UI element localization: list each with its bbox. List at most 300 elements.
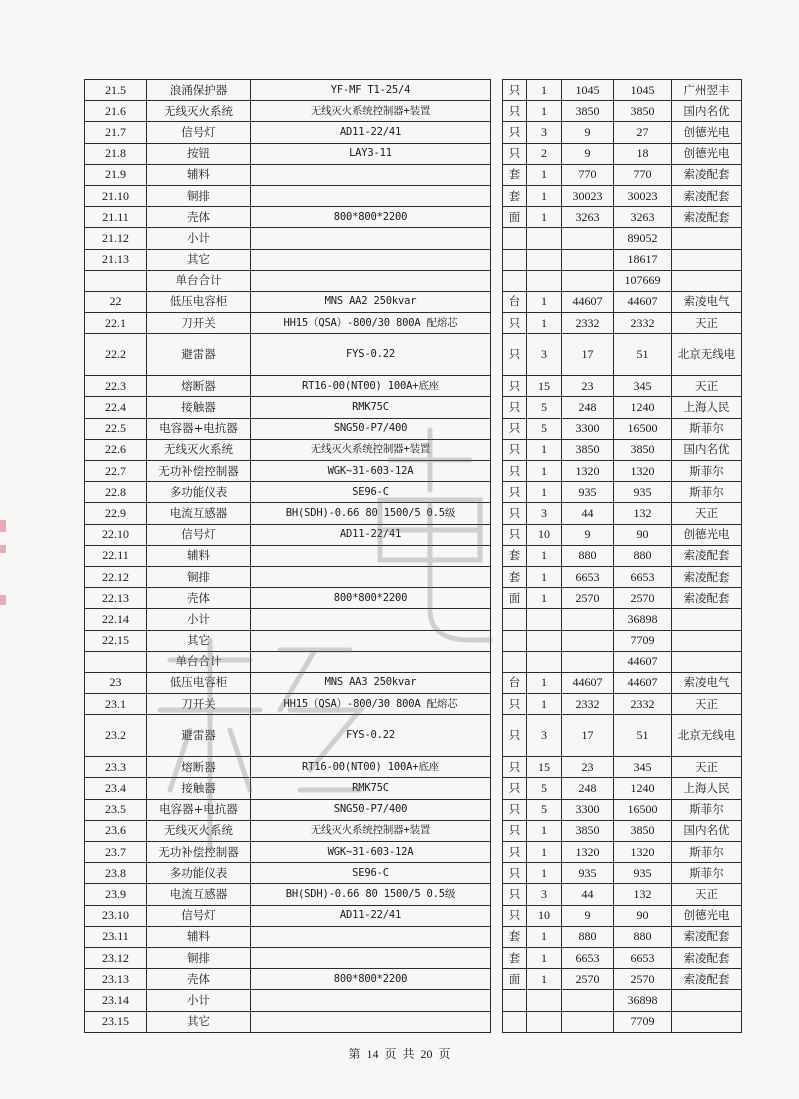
- cell-brand: 索凌配套: [672, 185, 742, 206]
- cell-spec: YF-MF T1-25/4: [251, 80, 491, 101]
- cell-total-price: 90: [614, 524, 672, 545]
- cell-unit-price: [562, 630, 614, 651]
- cell-gap: [491, 799, 503, 820]
- cell-spec: WGK~31-603-12A: [251, 842, 491, 863]
- cell-item-number: 23.10: [85, 905, 147, 926]
- cell-unit-price: 3850: [562, 439, 614, 460]
- cell-brand: 索凌配套: [672, 566, 742, 587]
- cell-brand: 天正: [672, 694, 742, 715]
- cell-unit: 只: [503, 757, 527, 778]
- table-row: [85, 101, 742, 122]
- footer-page-number: 14: [366, 1047, 379, 1061]
- cell-quantity: 1: [527, 291, 562, 312]
- cell-total-price: 1045: [614, 80, 672, 101]
- cell-spec: WGK~31-603-12A: [251, 461, 491, 482]
- cell-unit-price: [562, 249, 614, 270]
- cell-quantity: 1: [527, 588, 562, 609]
- cell-quantity: 5: [527, 418, 562, 439]
- cell-item-name: 无线灭火系统: [147, 101, 251, 122]
- cell-item-number: 22.8: [85, 482, 147, 503]
- cell-gap: [491, 715, 503, 757]
- cell-quantity: 5: [527, 799, 562, 820]
- cell-unit: 面: [503, 207, 527, 228]
- cell-unit: [503, 990, 527, 1011]
- table-row: [85, 313, 742, 334]
- table-row: [85, 270, 742, 291]
- cell-gap: [491, 143, 503, 164]
- cell-total-price: 27: [614, 122, 672, 143]
- cell-unit: 只: [503, 313, 527, 334]
- cell-quantity: 5: [527, 397, 562, 418]
- table-row: [85, 715, 742, 757]
- cell-total-price: 18617: [614, 249, 672, 270]
- cell-quantity: 1: [527, 482, 562, 503]
- cell-unit-price: [562, 1011, 614, 1032]
- cell-item-number: 22.12: [85, 566, 147, 587]
- cell-brand: 索凌配套: [672, 926, 742, 947]
- cell-brand: 上海人民: [672, 778, 742, 799]
- cell-total-price: 1240: [614, 397, 672, 418]
- cell-quantity: 3: [527, 334, 562, 376]
- cell-item-name: 铜排: [147, 947, 251, 968]
- cell-gap: [491, 418, 503, 439]
- cell-brand: 创德光电: [672, 905, 742, 926]
- table-row: [85, 778, 742, 799]
- cell-spec: 无线灭火系统控制器+装置: [251, 439, 491, 460]
- cell-total-price: 7709: [614, 630, 672, 651]
- cell-total-price: 880: [614, 926, 672, 947]
- cell-unit: 台: [503, 291, 527, 312]
- cell-item-number: 21.13: [85, 249, 147, 270]
- cell-brand: 索凌电气: [672, 672, 742, 693]
- cell-item-name: 铜排: [147, 566, 251, 587]
- cell-quantity: 2: [527, 143, 562, 164]
- cell-item-name: 浪涌保护器: [147, 80, 251, 101]
- cell-total-price: 51: [614, 334, 672, 376]
- cell-total-price: 44607: [614, 651, 672, 672]
- cell-spec: [251, 228, 491, 249]
- cell-unit: 只: [503, 482, 527, 503]
- cell-item-number: 22.15: [85, 630, 147, 651]
- cell-gap: [491, 122, 503, 143]
- cell-item-number: 22.6: [85, 439, 147, 460]
- cell-unit-price: 770: [562, 164, 614, 185]
- cell-spec: RMK75C: [251, 397, 491, 418]
- cell-gap: [491, 503, 503, 524]
- cell-unit: 套: [503, 947, 527, 968]
- table-row: [85, 164, 742, 185]
- cell-brand: 国内名优: [672, 101, 742, 122]
- cell-spec: SNG50-P7/400: [251, 418, 491, 439]
- table-row: [85, 588, 742, 609]
- cell-total-price: 3850: [614, 439, 672, 460]
- cell-unit-price: 9: [562, 143, 614, 164]
- table-row: [85, 185, 742, 206]
- cell-item-name: 避雷器: [147, 715, 251, 757]
- cell-spec: [251, 630, 491, 651]
- cell-quantity: 1: [527, 926, 562, 947]
- cell-brand: [672, 630, 742, 651]
- cell-item-name: 其它: [147, 630, 251, 651]
- cell-item-name: 壳体: [147, 588, 251, 609]
- table-row: [85, 249, 742, 270]
- cell-unit: [503, 270, 527, 291]
- cell-quantity: 3: [527, 122, 562, 143]
- cell-item-number: 22.13: [85, 588, 147, 609]
- cell-item-number: 22.9: [85, 503, 147, 524]
- cell-brand: 创德光电: [672, 143, 742, 164]
- cell-item-name: 电容器+电抗器: [147, 418, 251, 439]
- footer-total-pages: 20: [420, 1047, 433, 1061]
- cell-item-name: 避雷器: [147, 334, 251, 376]
- cell-item-number: 22.2: [85, 334, 147, 376]
- cell-brand: 国内名优: [672, 820, 742, 841]
- cell-item-name: 信号灯: [147, 122, 251, 143]
- table-row: [85, 122, 742, 143]
- cell-item-number: 22.3: [85, 376, 147, 397]
- cell-spec: FYS-0.22: [251, 334, 491, 376]
- cell-quantity: 1: [527, 566, 562, 587]
- cell-brand: 索凌配套: [672, 207, 742, 228]
- cell-total-price: 132: [614, 884, 672, 905]
- cell-item-number: 23.7: [85, 842, 147, 863]
- cell-gap: [491, 439, 503, 460]
- cell-unit-price: 44607: [562, 291, 614, 312]
- cell-quantity: 1: [527, 672, 562, 693]
- cell-item-number: [85, 270, 147, 291]
- cell-quantity: [527, 249, 562, 270]
- cell-gap: [491, 397, 503, 418]
- cell-item-number: 23.6: [85, 820, 147, 841]
- cell-item-name: 接触器: [147, 778, 251, 799]
- cell-gap: [491, 1011, 503, 1032]
- cell-gap: [491, 694, 503, 715]
- cell-unit-price: 30023: [562, 185, 614, 206]
- cell-brand: 斯菲尔: [672, 418, 742, 439]
- cell-unit: 只: [503, 820, 527, 841]
- cell-total-price: 6653: [614, 947, 672, 968]
- cell-gap: [491, 207, 503, 228]
- cell-unit: [503, 249, 527, 270]
- cell-gap: [491, 164, 503, 185]
- cell-quantity: 5: [527, 778, 562, 799]
- cell-quantity: 1: [527, 969, 562, 990]
- cell-item-number: 22.1: [85, 313, 147, 334]
- cell-item-name: 接触器: [147, 397, 251, 418]
- cell-item-number: 21.5: [85, 80, 147, 101]
- table-row: [85, 609, 742, 630]
- cell-item-name: 其它: [147, 1011, 251, 1032]
- cell-unit: 面: [503, 588, 527, 609]
- cell-unit-price: 3300: [562, 418, 614, 439]
- cell-quantity: 1: [527, 863, 562, 884]
- cell-unit-price: 935: [562, 482, 614, 503]
- cell-total-price: 16500: [614, 799, 672, 820]
- cell-quantity: [527, 630, 562, 651]
- cell-total-price: 1320: [614, 461, 672, 482]
- footer-suffix: 页: [438, 1047, 451, 1061]
- cell-total-price: 880: [614, 545, 672, 566]
- footer-prefix: 第: [348, 1047, 361, 1061]
- table-row: [85, 524, 742, 545]
- cell-spec: AD11-22/41: [251, 524, 491, 545]
- cell-gap: [491, 926, 503, 947]
- table-row: [85, 461, 742, 482]
- cell-item-number: 22.14: [85, 609, 147, 630]
- cell-quantity: 1: [527, 207, 562, 228]
- cell-gap: [491, 969, 503, 990]
- cell-quantity: 1: [527, 461, 562, 482]
- cell-spec: [251, 947, 491, 968]
- table-row: [85, 947, 742, 968]
- cell-item-name: 其它: [147, 249, 251, 270]
- cell-brand: [672, 990, 742, 1011]
- cell-brand: 索凌配套: [672, 545, 742, 566]
- cell-brand: [672, 1011, 742, 1032]
- edge-stain-mark: [0, 520, 6, 532]
- cell-item-name: 电容器+电抗器: [147, 799, 251, 820]
- table-row: [85, 694, 742, 715]
- cell-item-name: 小计: [147, 228, 251, 249]
- cell-item-name: 辅料: [147, 545, 251, 566]
- cell-item-number: 22: [85, 291, 147, 312]
- cell-item-number: 23.13: [85, 969, 147, 990]
- cell-unit: 只: [503, 503, 527, 524]
- cell-item-number: 21.6: [85, 101, 147, 122]
- cell-brand: [672, 651, 742, 672]
- cell-spec: MNS AA2 250kvar: [251, 291, 491, 312]
- cell-quantity: 15: [527, 376, 562, 397]
- cell-unit-price: [562, 228, 614, 249]
- cell-unit: 只: [503, 122, 527, 143]
- cell-brand: 天正: [672, 757, 742, 778]
- cell-spec: [251, 926, 491, 947]
- table-row: [85, 842, 742, 863]
- cell-gap: [491, 630, 503, 651]
- cell-total-price: 2332: [614, 313, 672, 334]
- cell-unit-price: 1045: [562, 80, 614, 101]
- cell-item-number: 21.12: [85, 228, 147, 249]
- cell-item-number: 21.11: [85, 207, 147, 228]
- table-row: [85, 651, 742, 672]
- cell-spec: 800*800*2200: [251, 969, 491, 990]
- cell-spec: [251, 566, 491, 587]
- footer-page-label: 页: [384, 1047, 397, 1061]
- cell-gap: [491, 884, 503, 905]
- cell-unit: 只: [503, 842, 527, 863]
- cell-item-number: 21.9: [85, 164, 147, 185]
- cell-quantity: 15: [527, 757, 562, 778]
- cell-total-price: 2332: [614, 694, 672, 715]
- cell-gap: [491, 228, 503, 249]
- cell-unit-price: 248: [562, 778, 614, 799]
- cell-total-price: 3850: [614, 101, 672, 122]
- cell-spec: [251, 270, 491, 291]
- cell-total-price: 770: [614, 164, 672, 185]
- cell-unit-price: 248: [562, 397, 614, 418]
- page-footer: [0, 1045, 799, 1062]
- cell-total-price: 1240: [614, 778, 672, 799]
- cell-total-price: 3850: [614, 820, 672, 841]
- cell-unit: 只: [503, 334, 527, 376]
- cell-total-price: 89052: [614, 228, 672, 249]
- table-row: [85, 820, 742, 841]
- table-row: [85, 334, 742, 376]
- cell-spec: [251, 1011, 491, 1032]
- cell-quantity: [527, 990, 562, 1011]
- cell-quantity: 1: [527, 313, 562, 334]
- cell-total-price: 6653: [614, 566, 672, 587]
- cell-unit-price: 17: [562, 334, 614, 376]
- cell-item-number: 23: [85, 672, 147, 693]
- cell-total-price: 935: [614, 482, 672, 503]
- cell-unit: 套: [503, 185, 527, 206]
- cell-brand: 北京无线电: [672, 715, 742, 757]
- cell-total-price: 345: [614, 757, 672, 778]
- cell-brand: 索凌配套: [672, 969, 742, 990]
- cell-item-name: 小计: [147, 990, 251, 1011]
- cell-gap: [491, 313, 503, 334]
- cell-total-price: 36898: [614, 990, 672, 1011]
- cell-unit-price: [562, 651, 614, 672]
- table-row: [85, 863, 742, 884]
- cell-item-number: 23.8: [85, 863, 147, 884]
- cell-unit: 套: [503, 926, 527, 947]
- cell-unit: 只: [503, 799, 527, 820]
- cell-item-number: 21.10: [85, 185, 147, 206]
- cell-item-name: 信号灯: [147, 524, 251, 545]
- cell-spec: 无线灭火系统控制器+装置: [251, 820, 491, 841]
- cell-quantity: 3: [527, 884, 562, 905]
- cell-brand: 广州翌丰: [672, 80, 742, 101]
- cell-total-price: 1320: [614, 842, 672, 863]
- cell-unit: 套: [503, 566, 527, 587]
- cell-total-price: 30023: [614, 185, 672, 206]
- cell-unit-price: 880: [562, 545, 614, 566]
- cell-item-number: 23.14: [85, 990, 147, 1011]
- table-row: [85, 439, 742, 460]
- cell-unit: [503, 609, 527, 630]
- table-row: [85, 990, 742, 1011]
- cell-total-price: 345: [614, 376, 672, 397]
- cell-gap: [491, 185, 503, 206]
- cell-gap: [491, 545, 503, 566]
- cell-brand: 北京无线电: [672, 334, 742, 376]
- cell-brand: 斯菲尔: [672, 482, 742, 503]
- cell-spec: [251, 185, 491, 206]
- cell-quantity: 1: [527, 80, 562, 101]
- cell-item-name: 熔断器: [147, 757, 251, 778]
- table-row: [85, 630, 742, 651]
- cell-quantity: 3: [527, 715, 562, 757]
- cell-spec: [251, 249, 491, 270]
- cell-quantity: 1: [527, 545, 562, 566]
- cell-spec: SE96-C: [251, 863, 491, 884]
- cell-quantity: 1: [527, 820, 562, 841]
- cell-unit: 只: [503, 863, 527, 884]
- cell-unit: 只: [503, 376, 527, 397]
- cell-quantity: 1: [527, 185, 562, 206]
- cell-spec: [251, 164, 491, 185]
- cell-unit: [503, 651, 527, 672]
- cell-total-price: 16500: [614, 418, 672, 439]
- cell-gap: [491, 101, 503, 122]
- cell-spec: MNS AA3 250kvar: [251, 672, 491, 693]
- cell-gap: [491, 376, 503, 397]
- cell-total-price: 107669: [614, 270, 672, 291]
- cell-unit: 只: [503, 694, 527, 715]
- cell-unit: 面: [503, 969, 527, 990]
- cell-spec: 800*800*2200: [251, 207, 491, 228]
- cell-quantity: [527, 651, 562, 672]
- cell-brand: [672, 228, 742, 249]
- cell-unit-price: 23: [562, 376, 614, 397]
- cell-item-number: 22.7: [85, 461, 147, 482]
- cell-spec: RT16-00(NT00) 100A+底座: [251, 757, 491, 778]
- cell-unit-price: 3263: [562, 207, 614, 228]
- cell-unit-price: 9: [562, 524, 614, 545]
- cell-unit: [503, 1011, 527, 1032]
- cell-item-name: 单台合计: [147, 270, 251, 291]
- cell-unit-price: 44607: [562, 672, 614, 693]
- cell-gap: [491, 863, 503, 884]
- cell-spec: RT16-00(NT00) 100A+底座: [251, 376, 491, 397]
- cell-item-number: 22.4: [85, 397, 147, 418]
- cell-item-number: 23.9: [85, 884, 147, 905]
- table-row: [85, 228, 742, 249]
- cell-item-name: 铜排: [147, 185, 251, 206]
- cell-unit: [503, 630, 527, 651]
- cell-item-number: 23.4: [85, 778, 147, 799]
- cell-unit: 只: [503, 143, 527, 164]
- cell-brand: 斯菲尔: [672, 863, 742, 884]
- cell-item-number: 22.11: [85, 545, 147, 566]
- cell-unit-price: 2332: [562, 694, 614, 715]
- equipment-price-table: [84, 79, 742, 1033]
- cell-unit-price: 17: [562, 715, 614, 757]
- cell-item-name: 小计: [147, 609, 251, 630]
- table-row: [85, 207, 742, 228]
- table-row: [85, 799, 742, 820]
- cell-gap: [491, 778, 503, 799]
- cell-spec: RMK75C: [251, 778, 491, 799]
- edge-stain-mark: [0, 595, 6, 605]
- table-row: [85, 482, 742, 503]
- cell-item-number: 21.8: [85, 143, 147, 164]
- cell-spec: [251, 545, 491, 566]
- cell-item-name: 辅料: [147, 164, 251, 185]
- cell-brand: 斯菲尔: [672, 799, 742, 820]
- cell-spec: AD11-22/41: [251, 122, 491, 143]
- cell-brand: 斯菲尔: [672, 461, 742, 482]
- cell-spec: HH15（QSA）-800/30 800A 配熔芯: [251, 313, 491, 334]
- table-row: [85, 905, 742, 926]
- cell-brand: 创德光电: [672, 122, 742, 143]
- cell-item-number: 23.15: [85, 1011, 147, 1032]
- cell-unit-price: 935: [562, 863, 614, 884]
- cell-unit-price: 1320: [562, 461, 614, 482]
- cell-unit: 套: [503, 545, 527, 566]
- cell-brand: 索凌配套: [672, 164, 742, 185]
- cell-unit-price: 9: [562, 122, 614, 143]
- cell-item-number: 22.5: [85, 418, 147, 439]
- cell-spec: SE96-C: [251, 482, 491, 503]
- cell-unit: 只: [503, 418, 527, 439]
- table-row: [85, 1011, 742, 1032]
- cell-item-name: 多功能仪表: [147, 482, 251, 503]
- cell-total-price: 3263: [614, 207, 672, 228]
- cell-item-name: 低压电容柜: [147, 291, 251, 312]
